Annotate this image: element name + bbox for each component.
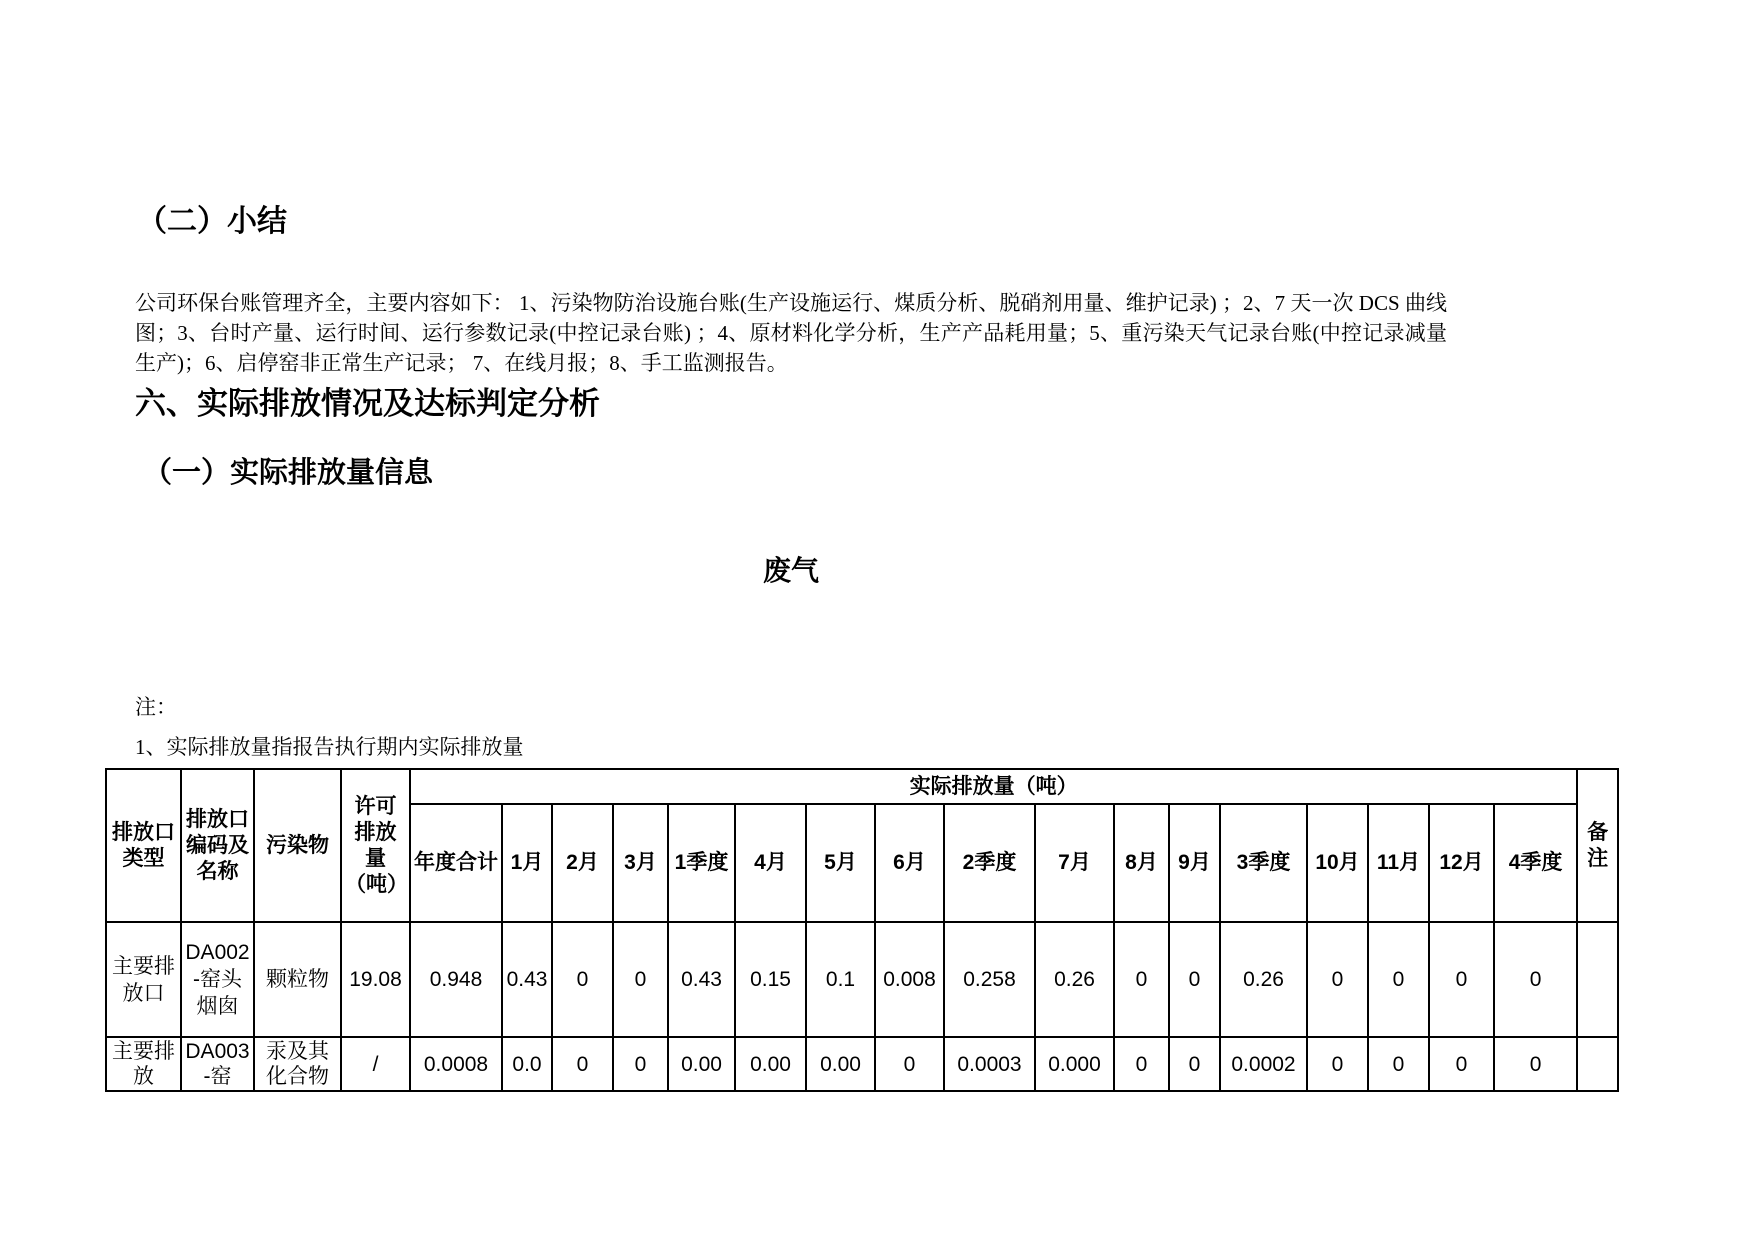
cell-m10: 0 <box>1307 922 1368 1037</box>
col-header-q3: 3季度 <box>1220 804 1307 922</box>
cell-m5: 0.1 <box>806 922 875 1037</box>
cell-m2: 0 <box>552 1037 613 1091</box>
cell-m7: 0.000 <box>1035 1037 1114 1091</box>
cell-pollutant: 汞及其化合物 <box>254 1037 341 1091</box>
col-header-m6: 6月 <box>875 804 944 922</box>
cell-annual-total: 0.0008 <box>410 1037 502 1091</box>
cell-m1: 0.43 <box>502 922 552 1037</box>
cell-pollutant: 颗粒物 <box>254 922 341 1037</box>
note-item-1: 1、实际排放量指报告执行期内实际排放量 <box>135 735 524 759</box>
cell-m9: 0 <box>1169 922 1220 1037</box>
cell-q4: 0 <box>1494 1037 1577 1091</box>
cell-q2: 0.0003 <box>944 1037 1035 1091</box>
cell-m4: 0.00 <box>735 1037 806 1091</box>
cell-m1: 0.0 <box>502 1037 552 1091</box>
col-header-m4: 4月 <box>735 804 806 922</box>
col-header-m12: 12月 <box>1429 804 1494 922</box>
col-header-actual-amount-group: 实际排放量（吨） <box>410 769 1577 804</box>
cell-outlet-type: 主要排放口 <box>106 922 181 1037</box>
col-header-m1: 1月 <box>502 804 552 922</box>
col-header-m2: 2月 <box>552 804 613 922</box>
cell-m8: 0 <box>1114 1037 1169 1091</box>
col-header-q2: 2季度 <box>944 804 1035 922</box>
col-header-remark: 备注 <box>1577 769 1618 922</box>
col-header-m3: 3月 <box>613 804 668 922</box>
cell-q3: 0.0002 <box>1220 1037 1307 1091</box>
cell-outlet-type: 主要排放 <box>106 1037 181 1091</box>
col-header-m10: 10月 <box>1307 804 1368 922</box>
cell-m5: 0.00 <box>806 1037 875 1091</box>
cell-q2: 0.258 <box>944 922 1035 1037</box>
waste-gas-table-title: 废气 <box>762 556 819 587</box>
col-header-permitted-amount: 许可排放量（吨） <box>341 769 410 922</box>
col-header-q4: 4季度 <box>1494 804 1577 922</box>
actual-emissions-table <box>105 768 1619 1092</box>
cell-q1: 0.00 <box>668 1037 735 1091</box>
col-header-m8: 8月 <box>1114 804 1169 922</box>
col-header-m5: 5月 <box>806 804 875 922</box>
cell-q3: 0.26 <box>1220 922 1307 1037</box>
cell-m10: 0 <box>1307 1037 1368 1091</box>
cell-m2: 0 <box>552 922 613 1037</box>
cell-m4: 0.15 <box>735 922 806 1037</box>
cell-m11: 0 <box>1368 1037 1429 1091</box>
cell-m11: 0 <box>1368 922 1429 1037</box>
cell-q1: 0.43 <box>668 922 735 1037</box>
note-label: 注： <box>135 695 177 719</box>
col-header-annual-total: 年度合计 <box>410 804 502 922</box>
table-row-particulate <box>106 922 1618 1037</box>
section6-heading: 六、实际排放情况及达标判定分析 <box>135 386 600 421</box>
col-header-m11: 11月 <box>1368 804 1429 922</box>
cell-outlet-code: DA002-窑头烟囱 <box>181 922 254 1037</box>
cell-remark <box>1577 922 1618 1037</box>
cell-m12: 0 <box>1429 922 1494 1037</box>
col-header-pollutant: 污染物 <box>254 769 341 922</box>
cell-m8: 0 <box>1114 922 1169 1037</box>
col-header-outlet-type: 排放口类型 <box>106 769 181 922</box>
cell-q4: 0 <box>1494 922 1577 1037</box>
col-header-m9: 9月 <box>1169 804 1220 922</box>
subsection1-heading: （一）实际排放量信息 <box>143 457 434 489</box>
cell-remark <box>1577 1037 1618 1091</box>
summary-paragraph: 公司环保台账管理齐全，主要内容如下： 1、污染物防治设施台账(生产设施运行、煤质分析、脱硝剂用量、维护记录) ；2、7 天一次 DCS 曲线图；3、台时产量、运行时间、运行参数记录(中控记录台账) ；4、原材料化学分析，生产产品耗用量；5、重污染天气记录台账(中控记录减量生产)；6、启停窑非正常生产记录； 7、在线月报；8、手工监测报告。 <box>135 291 1447 375</box>
cell-m7: 0.26 <box>1035 922 1114 1037</box>
cell-m3: 0 <box>613 1037 668 1091</box>
cell-m6: 0 <box>875 1037 944 1091</box>
cell-permitted-amount: 19.08 <box>341 922 410 1037</box>
cell-m6: 0.008 <box>875 922 944 1037</box>
table-row-mercury <box>106 1037 1618 1091</box>
col-header-q1: 1季度 <box>668 804 735 922</box>
cell-m12: 0 <box>1429 1037 1494 1091</box>
cell-m9: 0 <box>1169 1037 1220 1091</box>
cell-outlet-code: DA003-窑 <box>181 1037 254 1091</box>
col-header-outlet-code: 排放口编码及名称 <box>181 769 254 922</box>
cell-permitted-amount: / <box>341 1037 410 1091</box>
col-header-m7: 7月 <box>1035 804 1114 922</box>
cell-m3: 0 <box>613 922 668 1037</box>
section2-heading: （二）小结 <box>137 205 287 238</box>
cell-annual-total: 0.948 <box>410 922 502 1037</box>
